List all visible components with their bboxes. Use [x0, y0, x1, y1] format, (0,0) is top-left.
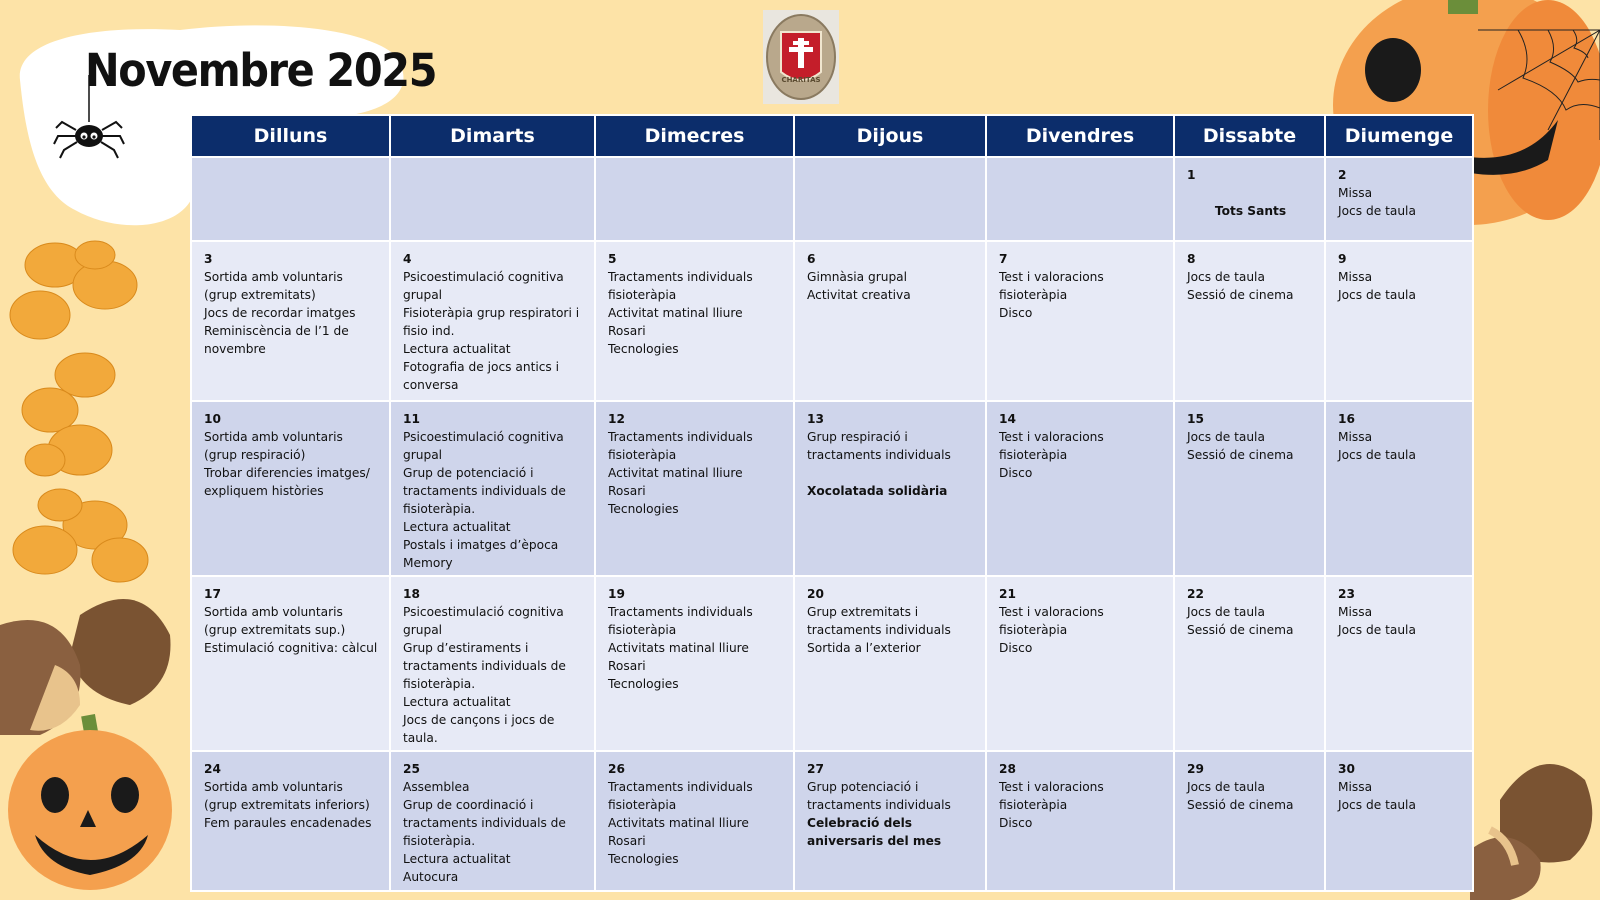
day-number: 29: [1187, 762, 1204, 776]
activity-item: Jocs de taula: [1187, 430, 1265, 444]
activity-item: Lectura actualitat: [403, 852, 511, 866]
day-number: 28: [999, 762, 1016, 776]
activity-item: Missa: [1338, 270, 1373, 284]
weekday-header: Divendres: [987, 116, 1173, 156]
day-number: 7: [999, 252, 1008, 266]
activity-item: Grup respiració i tractaments individuals: [807, 430, 951, 462]
calendar-day-cell: [596, 402, 793, 575]
day-number: 6: [807, 252, 816, 266]
activity-item: Test i valoracions fisioteràpia: [999, 270, 1104, 302]
activity-item: Lectura actualitat: [403, 520, 511, 534]
day-number: 30: [1338, 762, 1355, 776]
calendar-day-cell: [391, 158, 594, 240]
calendar-day-cell: [1326, 402, 1472, 575]
day-number: 24: [204, 762, 221, 776]
day-number: 11: [403, 412, 420, 426]
day-number: 26: [608, 762, 625, 776]
weekday-header: Dilluns: [192, 116, 389, 156]
activity-item: Grup de coordinació i tractaments individuals de fisioteràpia.: [403, 798, 566, 848]
calendar-day-cell: [795, 752, 985, 890]
calendar-day-cell: [795, 158, 985, 240]
activity-item: Activitat creativa: [807, 288, 911, 302]
day-number: 9: [1338, 252, 1347, 266]
activity-item: Disco: [999, 466, 1033, 480]
day-number: 5: [608, 252, 617, 266]
calendar-day-cell: [391, 242, 594, 400]
activity-item: Sessió de cinema: [1187, 448, 1294, 462]
day-number: 20: [807, 587, 824, 601]
calendar-day-cell: [192, 242, 389, 400]
activity-item: Jocs de taula: [1338, 798, 1416, 812]
day-number: 2: [1338, 168, 1347, 182]
activity-item: Tots Sants: [1214, 204, 1287, 218]
activity-item: Reminiscència de l’1 de novembre: [204, 324, 349, 356]
activity-item: Activitats matinal lliure: [608, 816, 749, 830]
activity-item: Sortida amb voluntaris (grup extremitats inferiors): [204, 780, 370, 812]
activity-item: Missa: [1338, 186, 1373, 200]
calendar-day-cell: [987, 242, 1173, 400]
activity-item: Missa: [1338, 780, 1373, 794]
activity-item: Trobar diferencies imatges/ expliquem històries: [204, 466, 370, 498]
chestnut-icon: [0, 599, 171, 735]
day-number: 15: [1187, 412, 1204, 426]
activity-item: Tractaments individuals fisioteràpia: [608, 430, 753, 462]
day-number: 21: [999, 587, 1016, 601]
activity-item: Celebració dels aniversaris del mes: [807, 816, 942, 848]
calendar-day-cell: [192, 158, 389, 240]
activity-item: Sortida amb voluntaris (grup respiració): [204, 430, 343, 462]
activity-item: Test i valoracions fisioteràpia: [999, 605, 1104, 637]
calendar-week-row: [192, 752, 1472, 890]
activity-item: Rosari: [608, 659, 646, 673]
activity-item: Postals i imatges d’època: [403, 538, 559, 552]
activity-item: Psicoestimulació cognitiva grupal: [403, 605, 564, 637]
activity-item: Tecnologies: [608, 502, 679, 516]
left-side-decoration: [0, 235, 190, 900]
activity-item: Missa: [1338, 430, 1373, 444]
calendar-day-cell: [596, 158, 793, 240]
activity-item: Memory: [403, 556, 453, 570]
calendar-day-cell: [391, 402, 594, 575]
calendar-day-cell: [1175, 242, 1324, 400]
activity-item: Sessió de cinema: [1187, 623, 1294, 637]
activity-item: Psicoestimulació cognitiva grupal: [403, 430, 564, 462]
day-number: 17: [204, 587, 221, 601]
spacer: [1187, 184, 1314, 202]
day-number: 12: [608, 412, 625, 426]
calendar-week-row: [192, 577, 1472, 750]
activity-item: Sortida a l’exterior: [807, 641, 921, 655]
calendar-day-cell: [795, 402, 985, 575]
calendar-day-cell: [987, 402, 1173, 575]
page-title: Novembre 2025: [85, 44, 437, 97]
weekday-header: Diumenge: [1326, 116, 1472, 156]
calendar-day-cell: [596, 242, 793, 400]
activity-item: Gimnàsia grupal: [807, 270, 908, 284]
activity-item: Grup d’estiraments i tractaments individuals de fisioteràpia.: [403, 641, 566, 691]
activity-item: Tecnologies: [608, 342, 679, 356]
calendar-day-cell: [391, 577, 594, 750]
calendar-week-row: [192, 158, 1472, 240]
activity-item: Tecnologies: [608, 677, 679, 691]
activity-item: Disco: [999, 816, 1033, 830]
activity-item: Lectura actualitat: [403, 342, 511, 356]
calendar-day-cell: [1326, 158, 1472, 240]
day-number: 19: [608, 587, 625, 601]
activity-item: Tecnologies: [608, 852, 679, 866]
calendar-day-cell: [795, 242, 985, 400]
activity-item: Fem paraules encadenades: [204, 816, 372, 830]
calendar-week-row: [192, 402, 1472, 575]
day-number: 22: [1187, 587, 1204, 601]
activity-item: Jocs de taula: [1187, 270, 1265, 284]
activity-item: Tractaments individuals fisioteràpia: [608, 605, 753, 637]
activity-item: Grup de potenciació i tractaments individuals de fisioteràpia.: [403, 466, 566, 516]
activity-item: Jocs de cançons i jocs de taula.: [403, 713, 555, 745]
day-number: 23: [1338, 587, 1355, 601]
calendar-day-cell: [596, 752, 793, 890]
activity-item: Fisioteràpia grup respiratori i fisio ind.: [403, 306, 580, 338]
activity-item: Activitats matinal lliure: [608, 641, 749, 655]
svg-text:CHARITAS: CHARITAS: [781, 76, 821, 84]
day-number: 18: [403, 587, 420, 601]
activity-item: Jocs de taula: [1338, 288, 1416, 302]
calendar-day-cell: [1326, 577, 1472, 750]
day-number: 16: [1338, 412, 1355, 426]
activity-item: Jocs de taula: [1187, 605, 1265, 619]
calendar-day-cell: [987, 577, 1173, 750]
activity-item: Jocs de taula: [1338, 204, 1416, 218]
activity-item: Lectura actualitat: [403, 695, 511, 709]
day-number: 27: [807, 762, 824, 776]
calendar-table: [190, 114, 1474, 892]
weekday-header: Dimarts: [391, 116, 594, 156]
activity-item: Rosari: [608, 324, 646, 338]
day-number: 4: [403, 252, 412, 266]
day-number: 10: [204, 412, 221, 426]
activity-item: Activitat matinal lliure: [608, 466, 743, 480]
calendar-day-cell: [1175, 577, 1324, 750]
activity-item: Jocs de taula: [1187, 780, 1265, 794]
activity-item: Sessió de cinema: [1187, 288, 1294, 302]
activity-item: Fotografia de jocs antics i conversa: [403, 360, 560, 392]
activity-item: Xocolatada solidària: [807, 484, 948, 498]
activity-item: Rosari: [608, 834, 646, 848]
activity-item: Sessió de cinema: [1187, 798, 1294, 812]
activity-item: Jocs de taula: [1338, 448, 1416, 462]
calendar-day-cell: [1175, 752, 1324, 890]
weekday-header: Dijous: [795, 116, 985, 156]
activity-item: Assemblea: [403, 780, 470, 794]
pumpkin-bottom-left-icon: [8, 714, 172, 890]
weekday-header-row: [192, 116, 1472, 156]
day-number: 13: [807, 412, 824, 426]
activity-item: Tractaments individuals fisioteràpia: [608, 270, 753, 302]
calendar-day-cell: [987, 752, 1173, 890]
charitas-logo: [763, 10, 839, 104]
spacer: [807, 464, 975, 482]
activity-item: Disco: [999, 641, 1033, 655]
activity-item: Disco: [999, 306, 1033, 320]
calendar-day-cell: [795, 577, 985, 750]
activity-item: Jocs de taula: [1338, 623, 1416, 637]
activity-item: Psicoestimulació cognitiva grupal: [403, 270, 564, 302]
activity-item: Tractaments individuals fisioteràpia: [608, 780, 753, 812]
activity-item: Activitat matinal lliure: [608, 306, 743, 320]
activity-item: Sortida amb voluntaris (grup extremitats sup.): [204, 605, 346, 637]
activity-item: Grup potenciació i tractaments individuals: [807, 780, 951, 812]
activity-item: Autocura: [403, 870, 459, 884]
day-number: 25: [403, 762, 420, 776]
calendar-day-cell: [192, 402, 389, 575]
calendar-day-cell: [987, 158, 1173, 240]
chestnut-bottom-right-decoration: [1470, 740, 1600, 900]
calendar-day-cell: [596, 577, 793, 750]
activity-item: Estimulació cognitiva: càlcul: [204, 641, 378, 655]
activity-item: Grup extremitats i tractaments individuals: [807, 605, 951, 637]
day-number: 3: [204, 252, 213, 266]
day-number: 14: [999, 412, 1016, 426]
day-number: 1: [1187, 168, 1196, 182]
calendar-day-cell: [391, 752, 594, 890]
weekday-header: Dimecres: [596, 116, 793, 156]
activity-item: Sortida amb voluntaris (grup extremitats): [204, 270, 343, 302]
activity-item: Rosari: [608, 484, 646, 498]
day-number: 8: [1187, 252, 1196, 266]
activity-item: Jocs de recordar imatges: [204, 306, 356, 320]
calendar-day-cell: [1326, 752, 1472, 890]
calendar-day-cell: [1326, 242, 1472, 400]
calendar-day-cell: [192, 577, 389, 750]
calendar-day-cell: [192, 752, 389, 890]
weekday-header: Dissabte: [1175, 116, 1324, 156]
activity-item: Test i valoracions fisioteràpia: [999, 780, 1104, 812]
activity-item: Test i valoracions fisioteràpia: [999, 430, 1104, 462]
activity-item: Missa: [1338, 605, 1373, 619]
calendar-day-cell: [1175, 158, 1324, 240]
calendar-day-cell: [1175, 402, 1324, 575]
calendar-week-row: [192, 242, 1472, 400]
